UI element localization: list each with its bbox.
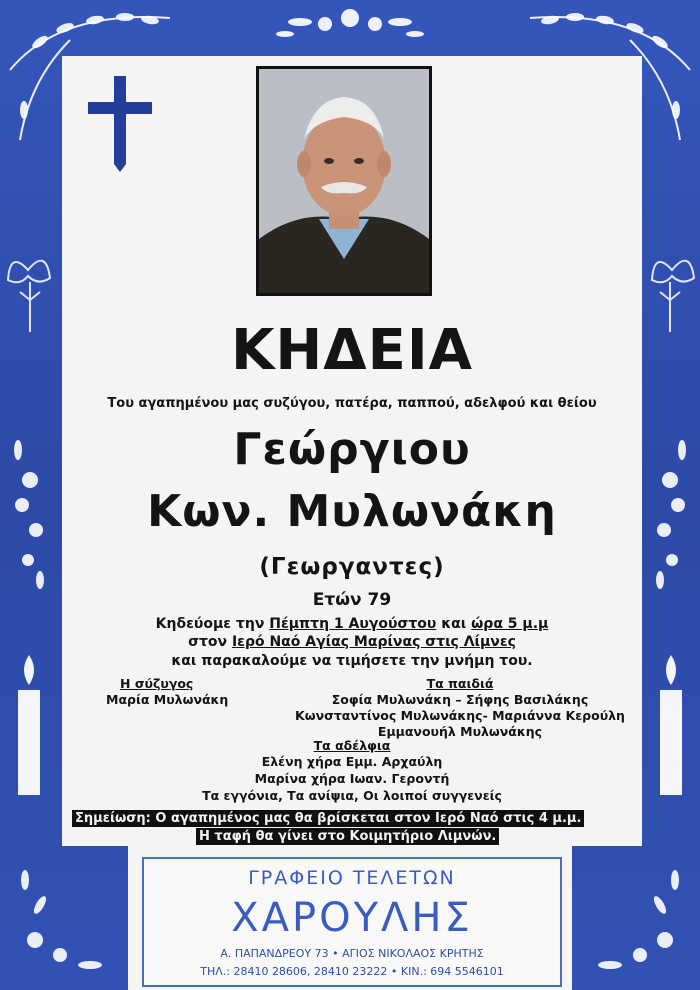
funeral-request: και παρακαλούμε να τιμήσετε την μνήμη του. — [171, 653, 533, 669]
location-pre: στον — [188, 634, 228, 650]
notice-title: ΚΗΔΕΙΑ — [230, 318, 474, 383]
note-line-2: Η ταφή θα γίνει στο Κοιμητήριο Λιμνών. — [196, 828, 499, 845]
child-1: Σοφία Μυλωνάκη – Σήφης Βασιλάκης — [331, 692, 589, 707]
deceased-first-name: Γεώργιου — [233, 424, 471, 475]
note-line-1: Σημείωση: Ο αγαπημένος μας θα βρίσκεται στον Ιερό Ναό στις 4 μ.μ. — [72, 810, 584, 827]
deceased-nickname: (Γεωργαντες) — [259, 554, 445, 580]
funeral-office-panel — [128, 845, 572, 990]
notice-intro: Του αγαπημένου μας συζύγου, πατέρα, παππού, αδελφού και θείου — [107, 396, 597, 411]
deceased-age: Ετών 79 — [312, 590, 392, 610]
child-3: Εμμανουήλ Μυλωνάκης — [377, 724, 543, 739]
funeral-location-line — [62, 634, 642, 650]
funeral-office-frame — [142, 857, 562, 987]
funeral-pre: Κηδεύομε την — [155, 616, 265, 632]
funeral-time: ώρα 5 μ.μ — [471, 616, 549, 632]
funeral-date-line — [62, 616, 642, 632]
office-phones: ΤΗΛ.: 28410 28606, 28410 23222 • ΚΙΝ.: 694 5546101 — [200, 965, 504, 978]
office-name: ΧΑΡΟΥΛΗΣ — [231, 895, 473, 941]
siblings-label: Τα αδέλφια — [313, 738, 391, 753]
office-address: Α. ΠΑΠΑΝΔΡΕΟΥ 73 • ΑΓΙΟΣ ΝΙΚΟΛΑΟΣ ΚΡΗΤΗΣ — [220, 947, 484, 960]
deceased-last-name: Κων. Μυλωνάκη — [147, 486, 557, 537]
sibling-1: Ελένη χήρα Εμμ. Αρχαύλη — [261, 754, 443, 769]
spouse-name: Μαρία Μυλωνάκη — [106, 692, 229, 707]
cross-icon — [88, 76, 152, 172]
funeral-day: Πέμπτη 1 Αυγούστου — [269, 616, 437, 632]
portrait-photo — [256, 66, 432, 296]
other-relatives: Τα εγγόνια, Τα ανίψια, Οι λοιποί συγγενείς — [202, 788, 502, 803]
spouse-label: Η σύζυγος — [120, 676, 194, 691]
church-location: Ιερό Ναό Αγίας Μαρίνας στις Λίμνες — [231, 634, 516, 650]
sibling-2: Μαρίνα χήρα Ιωαν. Γεροντή — [254, 771, 450, 786]
office-heading: ΓΡΑΦΕΙΟ ΤΕΛΕΤΩΝ — [248, 867, 456, 889]
children-label: Τα παιδιά — [426, 676, 494, 691]
funeral-and: και — [441, 616, 467, 632]
child-2: Κωνσταντίνος Μυλωνάκης- Μαριάννα Κερούλη — [295, 708, 625, 723]
flower-icon — [276, 9, 424, 37]
